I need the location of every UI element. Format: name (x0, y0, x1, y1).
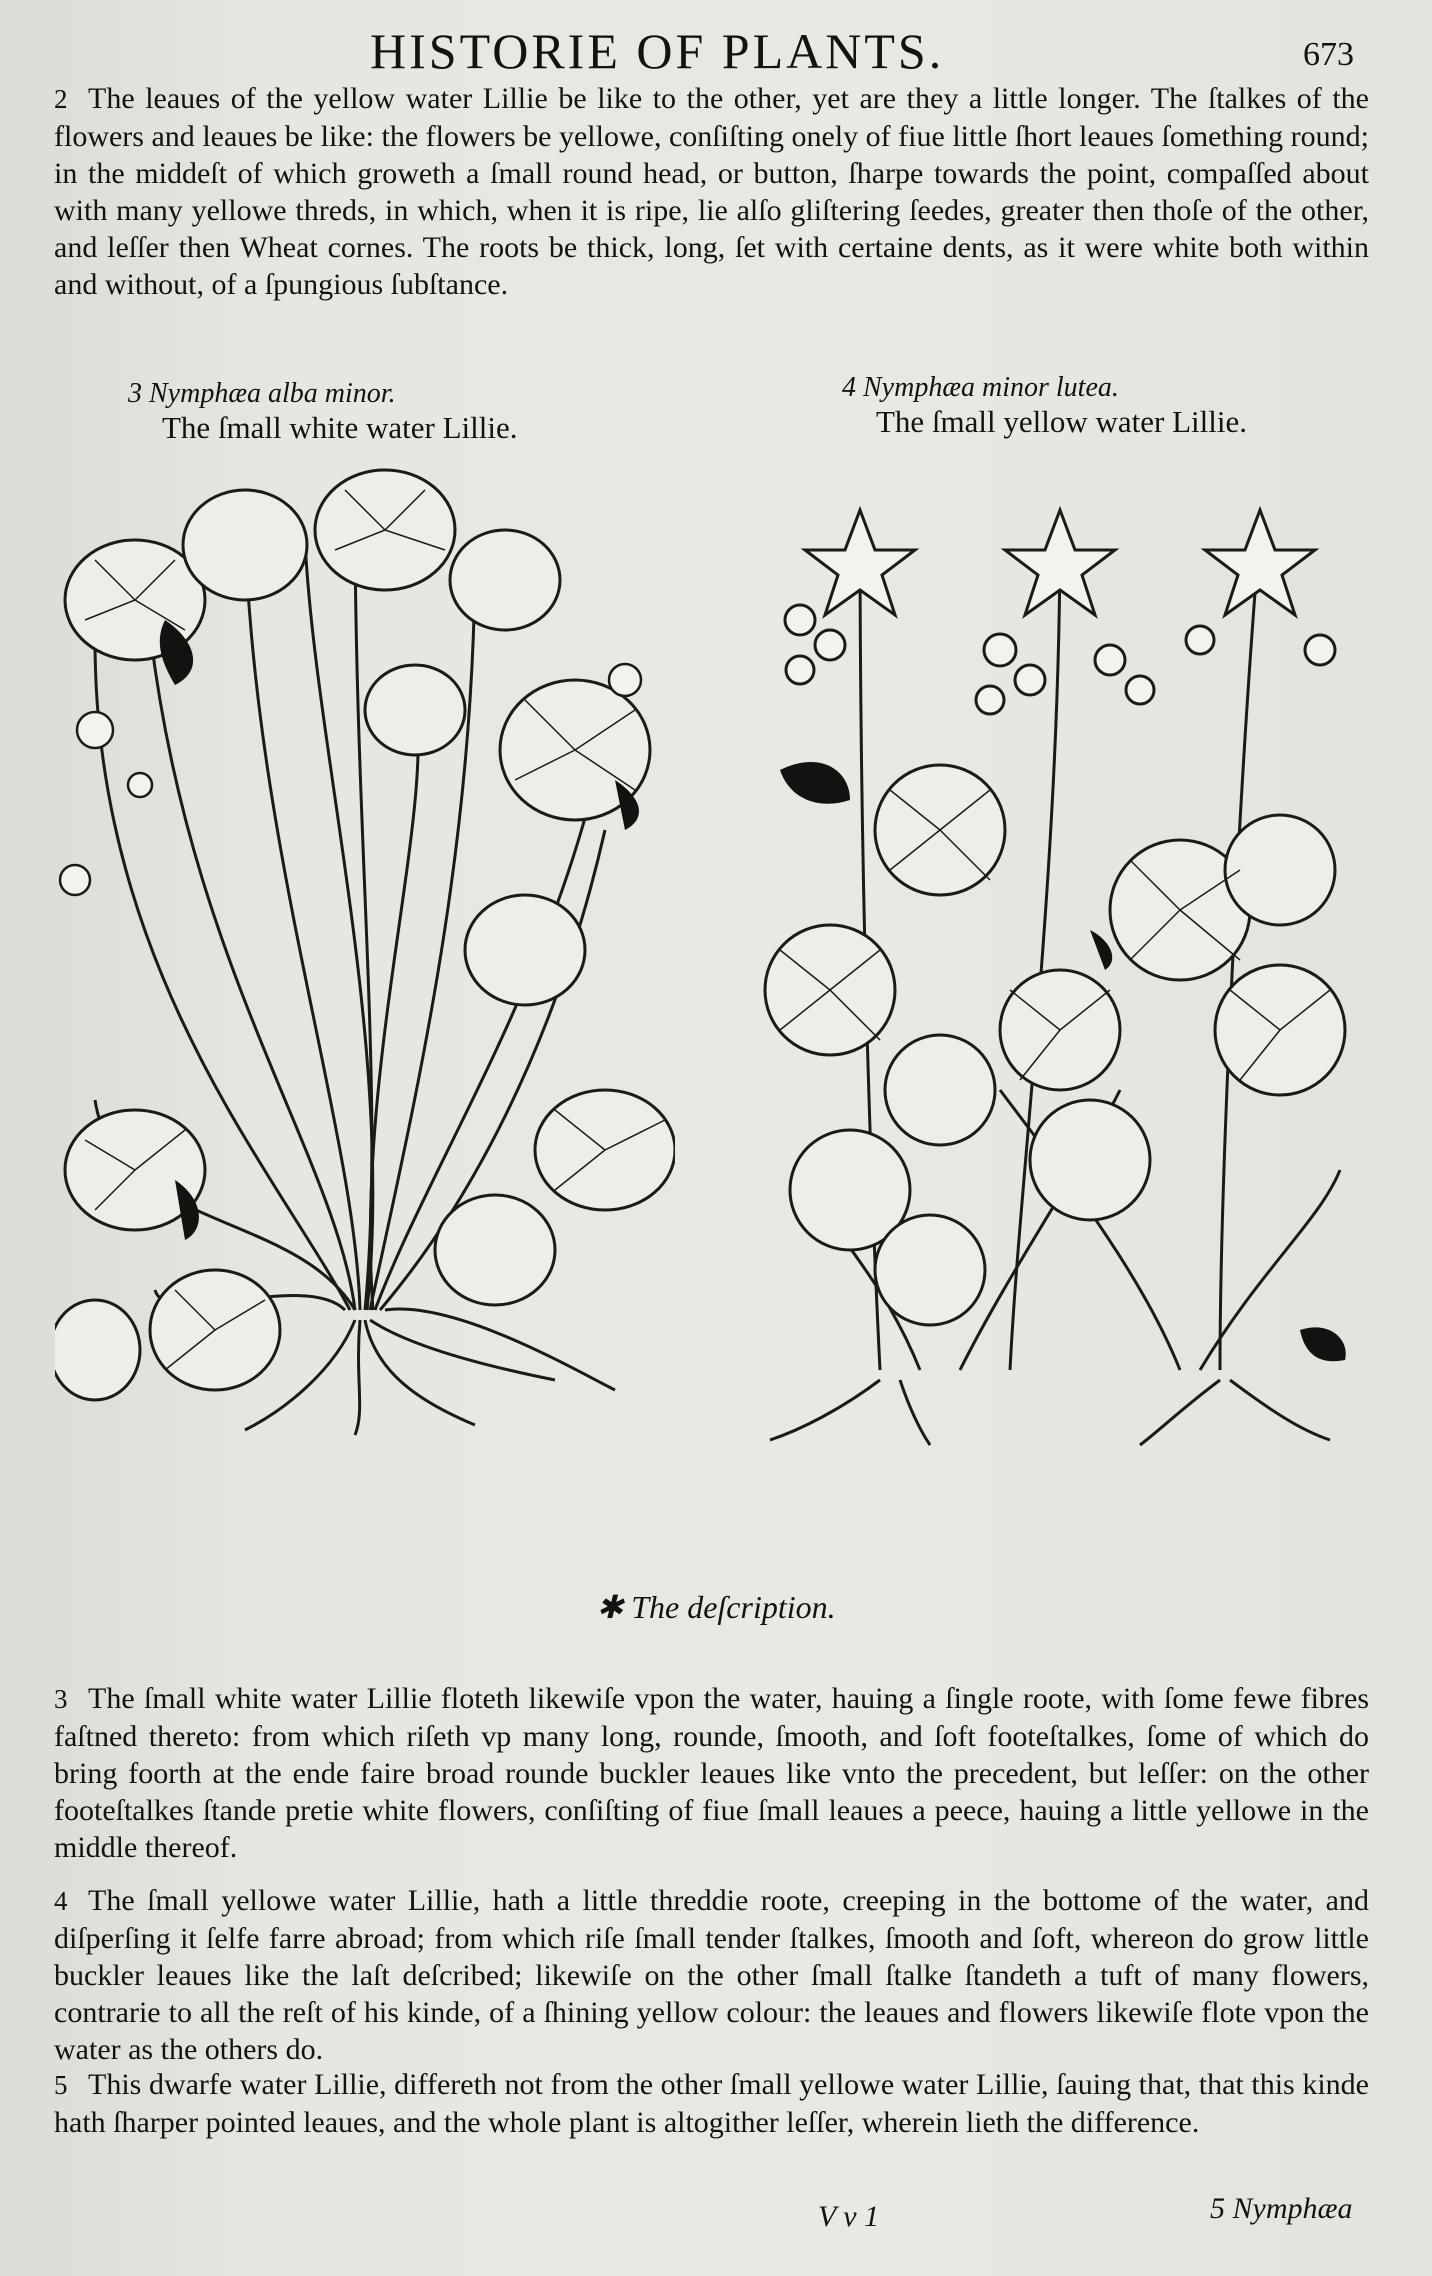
white-water-lily-woodcut (55, 450, 675, 1440)
figure-3-latin: 3 Nymphæa alba minor. (128, 378, 396, 409)
figure-3-caption (128, 378, 518, 446)
figure-4-english: The ſmall yellow water Lillie. (876, 404, 1248, 439)
page-header (0, 22, 1432, 82)
signature-mark: V v 1 (818, 2200, 880, 2233)
description-paragraph-4 (54, 1882, 1369, 2068)
paragraph-text: The leaues of the yellow water Lillie be like to the other, yet are they a little longer. The ſtalkes of the flowers and leaues be like: the flowers be yellowe, conſiſting onely of fiue little ſhort leaues ſomething round; in the middeſt of which groweth a ſmall round head, or button, ſharpe towards the point, compaſſed about with many yellowe threds, in which, when it is ripe, lie alſo gliſtering ſeedes, greater then thoſe of the other, and leſſer then Wheat cornes. The roots be thick, long, ſet with certaine dents, as it were white both within and without, of a ſpungious ſubſtance. (54, 82, 1369, 301)
running-title: HISTORIE OF PLANTS. (370, 23, 945, 79)
description-heading: ✱ The deſcription. (596, 1589, 836, 1625)
figure-4-latin: 4 Nymphæa minor lutea. (842, 372, 1119, 403)
description-paragraph-3 (54, 1680, 1369, 1866)
figure-4-caption (842, 372, 1247, 440)
paragraph-text: This dwarfe water Lillie, differeth not from the other ſmall yellowe water Lillie, ſauing that, that this kinde hath ſharper pointed leaues, and the whole plant is altogither leſſer, wherein lieth the difference. (54, 2068, 1369, 2139)
paragraph-number: 4 (54, 1886, 68, 1916)
figure-3-english: The ſmall white water Lillie. (162, 410, 518, 445)
catchword: 5 Nymphæa (1210, 2192, 1353, 2225)
paragraph-number: 3 (54, 1684, 68, 1714)
paragraph-text: The ſmall white water Lillie floteth likewiſe vpon the water, hauing a ſingle roote, with ſome fewe fibres faſtned thereto: from which riſeth vp many long, rounde, ſmooth, and ſoft footeſtalkes, ſome of which do bring foorth at the ende faire broad rounde buckler leaues like vnto the precedent, but leſſer: on the other footeſtalkes ſtande pretie white flowers, conſiſting of fiue ſmall leaues a peece, hauing a little yellowe in the middle thereof. (54, 1682, 1369, 1864)
page-number: 673 (1303, 36, 1354, 73)
paragraph-number: 5 (54, 2070, 68, 2100)
paragraph-number: 2 (54, 84, 68, 114)
paragraph-text: The ſmall yellowe water Lillie, hath a little threddie roote, creeping in the bottome of the water, and diſperſing it ſelfe farre abroad; from which riſe ſmall tender ſtalkes, ſmooth and ſoft, whereon do grow little buckler leaues like the laſt deſcribed; likewiſe on the other ſmall ſtalke ſtandeth a tuft of many flowers, contrarie to all the reſt of his kinde, of a ſhining yellow colour: the leaues and flowers likewiſe flote vpon the water as the others do. (54, 1884, 1369, 2066)
paragraph-2 (54, 80, 1369, 303)
description-paragraph-5 (54, 2066, 1369, 2141)
yellow-water-lily-woodcut (760, 470, 1360, 1450)
